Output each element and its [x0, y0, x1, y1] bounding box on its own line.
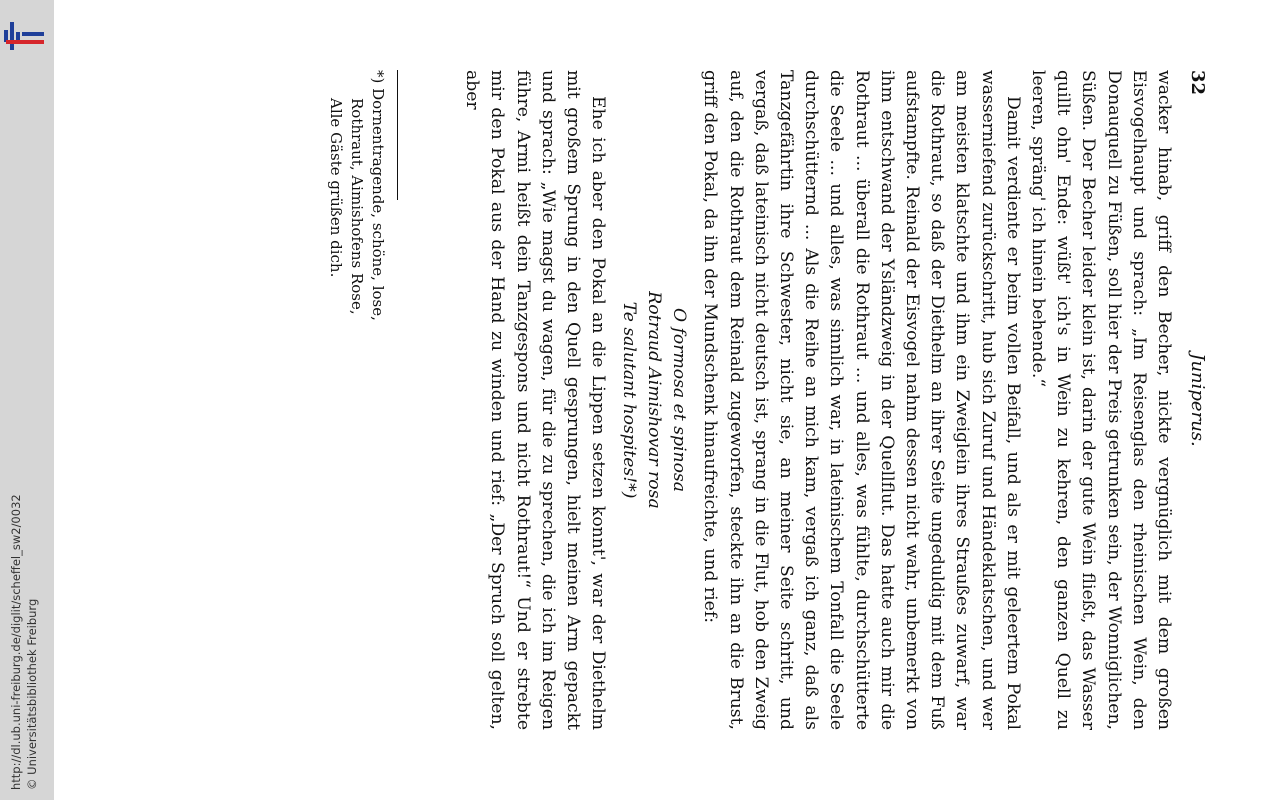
verse-line: Rotraud Aimishovar rosa — [644, 291, 665, 509]
scanned-page — [248, 70, 1208, 730]
verse-line: Te salutant hospites!*) — [619, 301, 640, 499]
footnote-line: Alle Gäste grüßen dich. — [327, 98, 345, 278]
page-number: 32 — [1187, 70, 1208, 96]
paragraph: Damit verdiente er beim vollen Beifall, und als er mit geleertem Pokal wasserniefend zurückschritt, hub sich Zuruf und Händeklatschen, und wer am meisten klatschte und ihm ein Zweiglein ihres Straußes zuwarf, war die Rothraut, so daß der Diethelm an ihrer Seite ungeduldig mit dem Fuß aufstampfte. Reinald der Eisvogel nahm dessen nicht wahr, unbemerkt von ihm entschwand der Ysländzweig in der Quellflut. Das hatte auch mir die Rothraut ... überall die Rothraut ... und alles, was fühlte, durchschütterte die Seele ... und alles, was sinnlich war, in lateinischem Tonfall die Seele durchschütternd ... Als die Reihe an mich kam, vergaß ich ganz, daß als Tanzgefährtin ihre Schwester, nicht sie, an meiner Seite schritt, und vergaß, daß lateinisch nicht deutsch ist, sprang in die Flut, hob den Zweig auf, den die Rothraut dem Reinald zugeworfen, steckte ihn an die Brust, griff den Pokal, da ihn der Mundschenk hinaufreichte, und rief: — [700, 70, 1023, 730]
verse-line: O formosa et spinosa — [669, 307, 690, 492]
footnote-line: Rothraut, Aimishofens Rose, — [348, 98, 366, 315]
viewer-sidebar — [0, 0, 54, 800]
credit-copyright: © Universitätsbibliothek Freiburg — [25, 598, 39, 790]
library-logo — [4, 22, 46, 50]
page-body — [459, 70, 1176, 730]
credit-text — [8, 410, 40, 790]
paragraph: Ehe ich aber den Pokal an die Lippen setzen konnt', war der Diethelm mit großem Sprung in den Quell gesprungen, hielt meinen Arm gepackt und sprach: „Wie magst du wagen, für die zu sprechen, die ich im Reigen führe, Armi heißt dein Tanzgespons und nicht Rothraut!“ Und er strebte mir den Pokal aus der Hand zu winden und rief: „Der Spruch soll gelten, aber — [462, 70, 609, 730]
footnote-rule — [397, 70, 398, 200]
page-header — [1178, 70, 1208, 730]
running-head: Juniperus. — [1187, 353, 1208, 447]
credit-url[interactable]: http://dl.ub.uni-freiburg.de/diglit/scheffel_sw2/0032 — [9, 494, 23, 790]
footnote-line: *) Dornentragende, schöne, lose, — [369, 70, 387, 321]
footnote — [325, 70, 388, 730]
paragraph: wacker hinab, griff den Becher, nickte vergnüglich mit dem großen Eisvogelhaupt und sprach: „Im Reisenglas den rheinischen Wein, den Donauquell zu Füßen, soll hier der Preis getrunken sein, der Wonniglichen, Süßen. Der Becher leider klein ist, darin der gute Wein fließt, das Wasser quillt ohn' Ende: wüßt' ich's in Wein zu kehren, den ganzen Quell zu leeren, spräng' ich hinein behende.“ — [1027, 70, 1174, 730]
